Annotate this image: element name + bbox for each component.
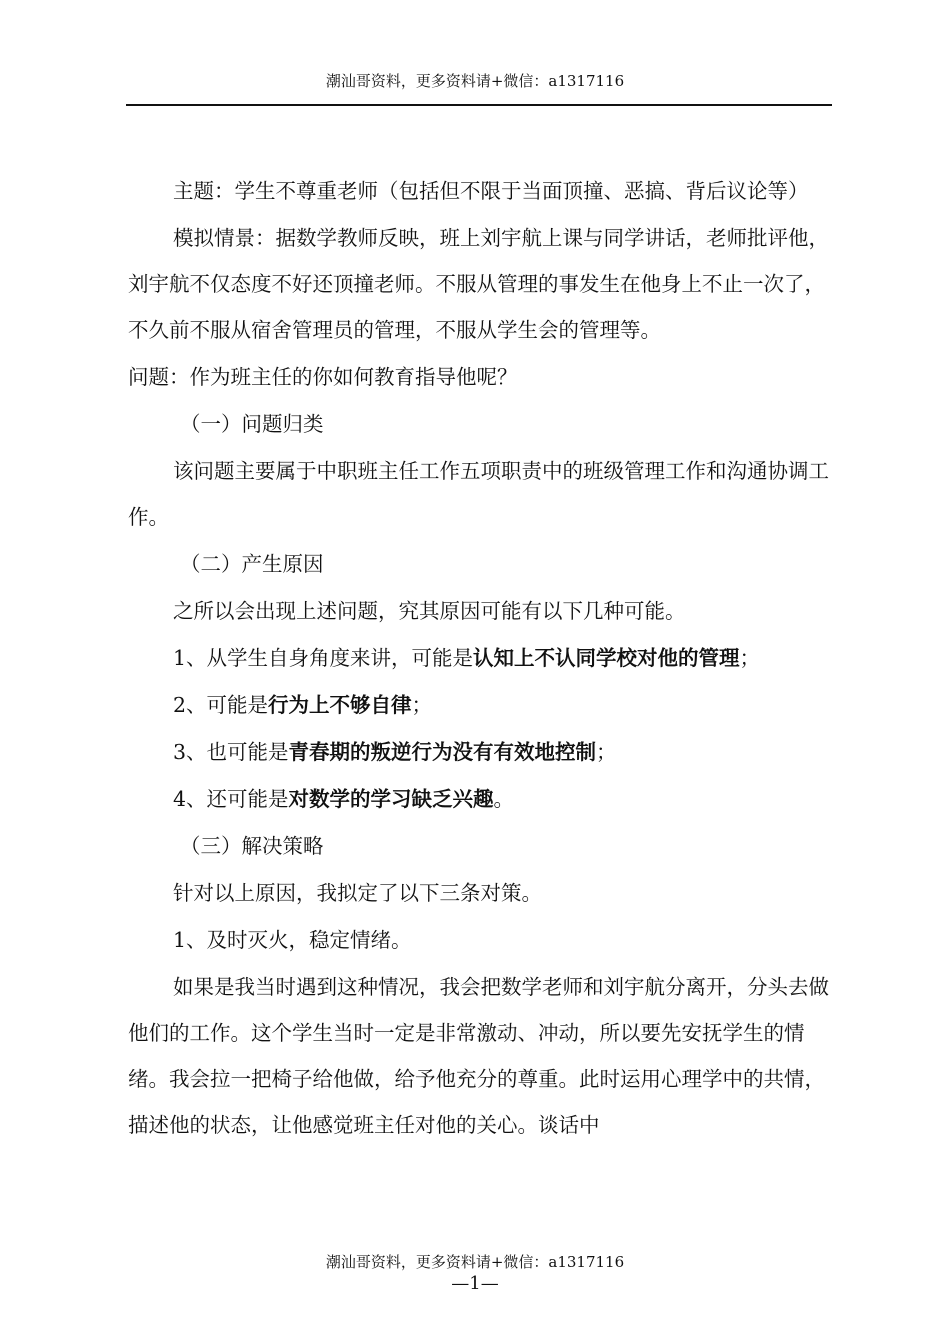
strategy-item-1: 1、及时灭火，稳定情绪。 [173, 928, 412, 952]
document-body [128, 168, 833, 1149]
paragraph-classification: 该问题主要属于中职班主任工作五项职责中的班级管理工作和沟通协调工作。 [128, 459, 829, 529]
section-heading-1: （一）问题归类 [180, 412, 324, 436]
paragraph-causes-intro: 之所以会出现上述问题，究其原因可能有以下几种可能。 [173, 599, 686, 623]
paragraph-strategy-intro: 针对以上原因，我拟定了以下三条对策。 [173, 881, 542, 905]
cause-item-1: 1、从学生自身角度来讲，可能是认知上不认同学校对他的管理； [173, 646, 761, 670]
section-heading-2: （二）产生原因 [180, 552, 324, 576]
paragraph-strategy-detail: 如果是我当时遇到这种情况，我会把数学老师和刘宇航分离开，分头去做他们的工作。这个学生当时一定是非常激动、冲动，所以要先安抚学生的情绪。我会拉一把椅子给他做，给予他充分的尊重。此时运用心理学中的共情，描述他的状态，让他感觉班主任对他的关心。谈话中 [128, 975, 829, 1137]
page-footer: 潮汕哥资料，更多资料请+微信：a1317116 [325, 1253, 625, 1271]
page-number: —1— [451, 1273, 499, 1294]
paragraph-topic: 主题：学生不尊重老师（包括但不限于当面顶撞、恶搞、背后议论等） [173, 179, 809, 203]
cause-item-2: 2、可能是行为上不够自律； [173, 693, 433, 717]
cause-item-4: 4、还可能是对数学的学习缺乏兴趣。 [173, 787, 515, 811]
page-header: 潮汕哥资料，更多资料请+微信：a1317116 [325, 72, 625, 90]
paragraph-scenario: 模拟情景：据数学教师反映，班上刘宇航上课与同学讲话，老师批评他，刘宇航不仅态度不好还顶撞老师。不服从管理的事发生在他身上不止一次了，不久前不服从宿舍管理员的管理，不服从学生会的管理等。 [128, 226, 829, 342]
header-rule [126, 104, 832, 106]
section-heading-3: （三）解决策略 [180, 834, 324, 858]
cause-item-3: 3、也可能是青春期的叛逆行为没有有效地控制； [173, 740, 617, 764]
paragraph-question: 问题：作为班主任的你如何教育指导他呢？ [128, 365, 518, 389]
